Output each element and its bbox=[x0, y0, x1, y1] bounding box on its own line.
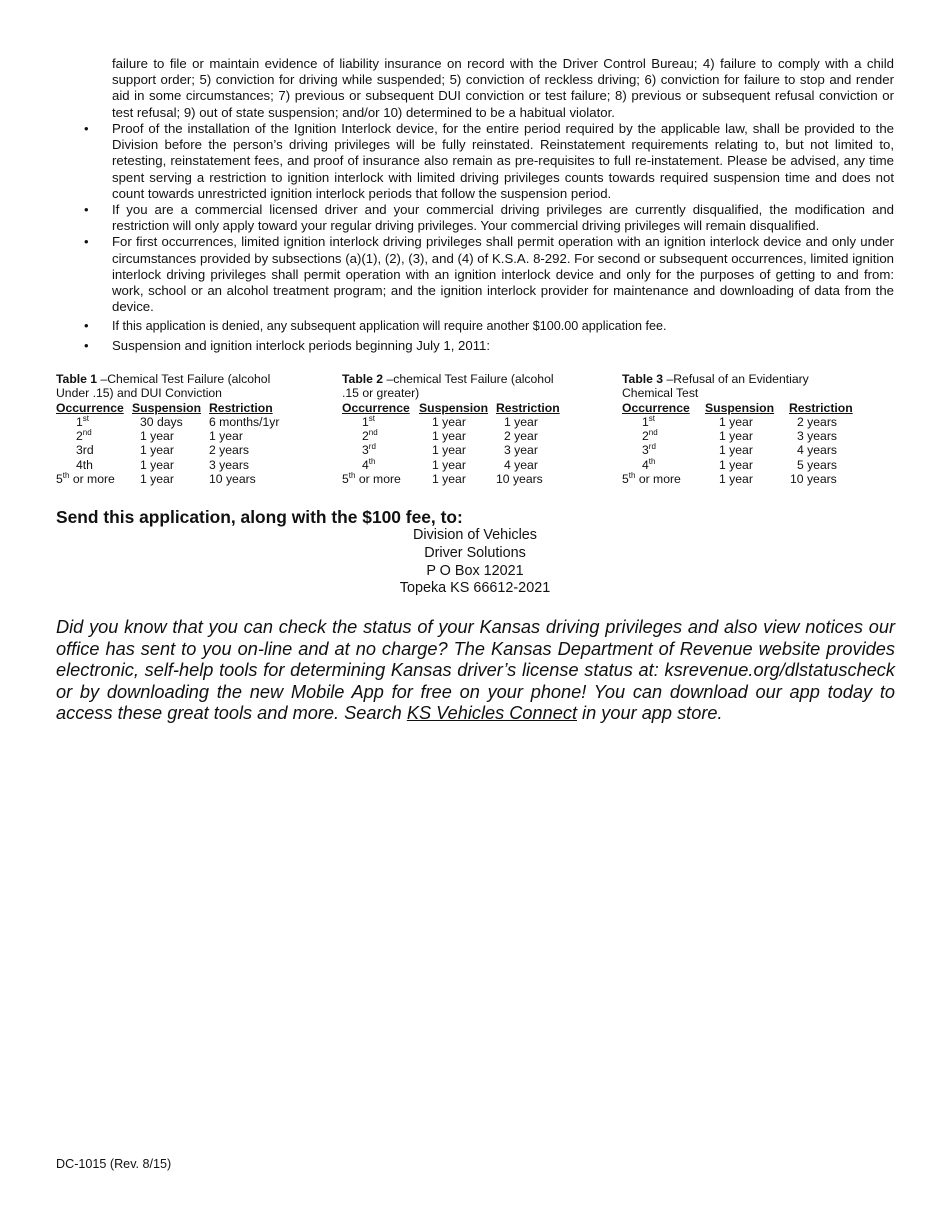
occurrence-suffix: th bbox=[628, 471, 636, 481]
table-row bbox=[56, 472, 299, 486]
bullet-icon: • bbox=[84, 337, 89, 353]
promo-text: Did you know that you can check the status of your Kansas driving privileges and also view notices our office has sent to you on-line and at no charge? The Kansas Department of Revenue website provides electronic, self-help tools for determining Kansas driver’s license status at: ksrevenue.org/dlstatuscheck or by downloading the new Mobile App for free on your phone! You can download our app today to access these great tools and more. Search bbox=[56, 617, 895, 724]
occurrence-suffix: st bbox=[368, 413, 376, 423]
table-1 bbox=[56, 372, 326, 486]
header-suspension: Suspension bbox=[132, 400, 202, 415]
mailing-address bbox=[0, 527, 950, 598]
suspension-cell: 1 year bbox=[719, 414, 753, 429]
suspension-cell: 1 year bbox=[140, 457, 174, 472]
address-line: Topeka KS 66612-2021 bbox=[399, 580, 551, 597]
list-item-text: For first occurrences, limited ignition interlock driving privileges shall permit operation with an ignition interlock device and only under circumstances provided by subsections (a)(1), (2), (3), and (4) of K.S.A. 8-292. For second or subsequent occurrences, limited ignition interlock driving privileges shall permit operation with an ignition interlock device and only for the purposes of getting to and from: work, school or an alcohol treatment program; and the ignition interlock provider for maintenance and downloading of data from the device. bbox=[112, 234, 894, 315]
header-suspension: Suspension bbox=[419, 400, 489, 415]
occurrence-cell bbox=[342, 472, 419, 486]
table-row bbox=[622, 458, 879, 472]
table-title: –Chemical Test Failure (alcohol bbox=[97, 372, 271, 386]
restriction-cell: 10 years bbox=[209, 472, 256, 487]
bullet-icon: • bbox=[84, 234, 89, 250]
occurrence-suffix: nd bbox=[368, 428, 378, 438]
suspension-cell: 1 year bbox=[140, 472, 174, 487]
suspension-cell: 1 year bbox=[432, 472, 466, 487]
occurrence-cell bbox=[622, 415, 705, 429]
send-heading: Send this application, along with the $100 fee, to: bbox=[56, 507, 463, 527]
occurrence-cell bbox=[622, 443, 705, 457]
table-label: Table 3 bbox=[622, 372, 664, 386]
suspension-cell: 1 year bbox=[719, 457, 753, 472]
occurrence-suffix: nd bbox=[82, 428, 92, 438]
occurrence-number: 3rd bbox=[76, 443, 94, 458]
suspension-cell: 1 year bbox=[719, 443, 753, 458]
restriction-cell: 10 years bbox=[496, 472, 543, 487]
header-occurrence: Occurrence bbox=[56, 400, 124, 415]
suspension-cell: 1 year bbox=[140, 429, 174, 444]
table-title: –Refusal of an Evidentiary bbox=[663, 372, 809, 386]
table-row bbox=[342, 415, 586, 429]
promo-paragraph bbox=[56, 617, 895, 725]
bullet-icon: • bbox=[84, 121, 89, 136]
occurrence-number: 1 bbox=[362, 414, 369, 429]
table-row bbox=[56, 443, 299, 457]
occurrence-rest: or more bbox=[69, 472, 115, 487]
occurrence-cell bbox=[342, 415, 419, 429]
table-header-row bbox=[342, 401, 586, 415]
occurrence-cell bbox=[56, 415, 132, 429]
header-restriction: Restriction bbox=[496, 400, 560, 415]
occurrence-number: 2 bbox=[76, 429, 83, 444]
list-item-text: If this application is denied, any subsequent application will require another $100.00 application fee. bbox=[112, 319, 667, 334]
occurrence-number: 2 bbox=[362, 429, 369, 444]
occurrence-number: 5 bbox=[622, 472, 629, 487]
bullet-icon: • bbox=[84, 318, 89, 334]
table-title-cont: .15 or greater) bbox=[342, 386, 420, 401]
occurrence-cell bbox=[56, 472, 132, 486]
table-title-cont: Chemical Test bbox=[622, 386, 699, 401]
header-occurrence: Occurrence bbox=[622, 400, 690, 415]
header-restriction: Restriction bbox=[789, 400, 853, 415]
list-item bbox=[84, 318, 894, 334]
restriction-cell: 4 year bbox=[504, 457, 538, 472]
restriction-cell: 1 year bbox=[209, 429, 243, 444]
suspension-cell: 30 days bbox=[140, 414, 183, 429]
list-item-text: If you are a commercial licensed driver and your commercial driving privileges are currently disqualified, the modification and restriction will only apply toward your regular driving privileges. Your commercial driving privileges will remain disqualified. bbox=[112, 202, 894, 234]
occurrence-number: 1 bbox=[76, 414, 83, 429]
list-item bbox=[84, 202, 894, 234]
restriction-cell: 2 year bbox=[504, 429, 538, 444]
suspension-cell: 1 year bbox=[719, 472, 753, 487]
list-item bbox=[84, 234, 894, 315]
header-suspension: Suspension bbox=[705, 400, 775, 415]
restriction-cell: 1 year bbox=[504, 414, 538, 429]
restriction-cell: 4 years bbox=[797, 443, 837, 458]
occurrence-cell bbox=[622, 472, 705, 486]
suspension-cell: 1 year bbox=[432, 429, 466, 444]
table-grid bbox=[56, 401, 299, 487]
occurrence-number: 4 bbox=[362, 457, 369, 472]
list-item-text: Suspension and ignition interlock periods beginning July 1, 2011: bbox=[112, 337, 491, 353]
occurrence-cell bbox=[56, 443, 132, 457]
occurrence-suffix: th bbox=[368, 456, 376, 466]
occurrence-cell bbox=[342, 458, 419, 472]
address-line: Division of Vehicles bbox=[413, 527, 537, 543]
restriction-cell: 10 years bbox=[790, 472, 837, 487]
occurrence-suffix: nd bbox=[648, 428, 658, 438]
occurrence-suffix: th bbox=[348, 471, 356, 481]
table-title-cont: Under .15) and DUI Conviction bbox=[56, 386, 222, 401]
occurrence-cell bbox=[56, 429, 132, 443]
table-label: Table 1 bbox=[56, 372, 98, 386]
occurrence-number: 3 bbox=[362, 443, 369, 458]
occurrence-rest: or more bbox=[635, 472, 681, 487]
table-row bbox=[56, 429, 299, 443]
occurrence-number: 5 bbox=[56, 472, 63, 487]
occurrence-rest: or more bbox=[355, 472, 401, 487]
restriction-cell: 3 years bbox=[797, 429, 837, 444]
occurrence-suffix: th bbox=[648, 456, 656, 466]
bullet-icon: • bbox=[84, 202, 89, 218]
table-grid bbox=[342, 401, 586, 487]
restriction-cell: 2 years bbox=[797, 414, 837, 429]
occurrence-cell bbox=[622, 458, 705, 472]
table-3 bbox=[622, 372, 882, 486]
occurrence-number: 4 bbox=[642, 457, 649, 472]
intro-paragraph: failure to file or maintain evidence of liability insurance on record with the Driver Control Bureau; 4) failure to comply with a child support order; 5) conviction for driving while suspended; 5) conviction of reckless driving; 6) conviction for failure to stop and render aid in some circumstances; 7) previous or subsequent DUI conviction or test failure; 8) previous or subsequent refusal conviction or test refusal; 9) out of state suspension; and/or 10) determined to be a habitual violator. bbox=[112, 56, 894, 120]
table-header-row bbox=[56, 401, 299, 415]
table-row bbox=[622, 415, 879, 429]
occurrence-number: 2 bbox=[642, 429, 649, 444]
list-item-text: Proof of the installation of the Ignition Interlock device, for the entire period required by the applicable law, shall be provided to the Division before the person’s driving privileges will be fully reinstated. Reinstatement requirements relating to, but not limited to, retesting, reinstatement fees, and proof of insurance also remain as pre-requisites to full re-instatement. Please be advised, any time spent serving a restriction to ignition interlock with limited driving privileges counts towards required suspension time and does not count towards unrestricted ignition interlock periods that follow the suspension period. bbox=[112, 121, 894, 201]
table-grid bbox=[622, 401, 879, 487]
suspension-cell: 1 year bbox=[432, 443, 466, 458]
occurrence-number: 3 bbox=[642, 443, 649, 458]
restriction-cell: 5 years bbox=[797, 457, 837, 472]
table-row bbox=[342, 429, 586, 443]
table-row bbox=[342, 458, 586, 472]
suspension-cell: 1 year bbox=[432, 414, 466, 429]
requirements-list bbox=[84, 121, 894, 354]
occurrence-cell bbox=[622, 429, 705, 443]
occurrence-suffix: rd bbox=[648, 442, 656, 452]
occurrence-number: 1 bbox=[642, 414, 649, 429]
table-row bbox=[622, 472, 879, 486]
occurrence-cell bbox=[342, 443, 419, 457]
table-caption bbox=[622, 372, 882, 401]
occurrence-suffix: rd bbox=[368, 442, 376, 452]
table-label: Table 2 bbox=[342, 372, 384, 386]
occurrence-suffix: st bbox=[82, 413, 90, 423]
table-row bbox=[342, 472, 586, 486]
table-caption bbox=[342, 372, 602, 401]
occurrence-cell bbox=[342, 429, 419, 443]
suspension-cell: 1 year bbox=[140, 443, 174, 458]
table-2 bbox=[342, 372, 602, 486]
header-occurrence: Occurrence bbox=[342, 400, 410, 415]
suspension-cell: 1 year bbox=[719, 429, 753, 444]
header-restriction: Restriction bbox=[209, 400, 273, 415]
table-row bbox=[622, 429, 879, 443]
app-name-link: KS Vehicles Connect bbox=[406, 703, 577, 724]
table-row bbox=[56, 458, 299, 472]
table-row bbox=[342, 443, 586, 457]
table-row bbox=[56, 415, 299, 429]
occurrence-suffix: th bbox=[62, 471, 70, 481]
occurrence-number: 5 bbox=[342, 472, 349, 487]
list-item bbox=[84, 337, 894, 354]
restriction-cell: 2 years bbox=[209, 443, 249, 458]
occurrence-suffix: st bbox=[648, 413, 656, 423]
suspension-cell: 1 year bbox=[432, 457, 466, 472]
restriction-cell: 6 months/1yr bbox=[209, 414, 280, 429]
promo-tail: in your app store. bbox=[577, 703, 723, 724]
table-header-row bbox=[622, 401, 879, 415]
address-line: P O Box 12021 bbox=[426, 562, 524, 579]
list-item bbox=[84, 121, 894, 202]
table-caption bbox=[56, 372, 326, 401]
restriction-cell: 3 years bbox=[209, 457, 249, 472]
restriction-cell: 3 year bbox=[504, 443, 538, 458]
form-number: DC-1015 (Rev. 8/15) bbox=[56, 1157, 172, 1171]
table-row bbox=[622, 443, 879, 457]
occurrence-cell bbox=[56, 458, 132, 472]
address-line: Driver Solutions bbox=[424, 544, 526, 561]
occurrence-number: 4th bbox=[76, 457, 93, 472]
table-title: –chemical Test Failure (alcohol bbox=[383, 372, 554, 386]
